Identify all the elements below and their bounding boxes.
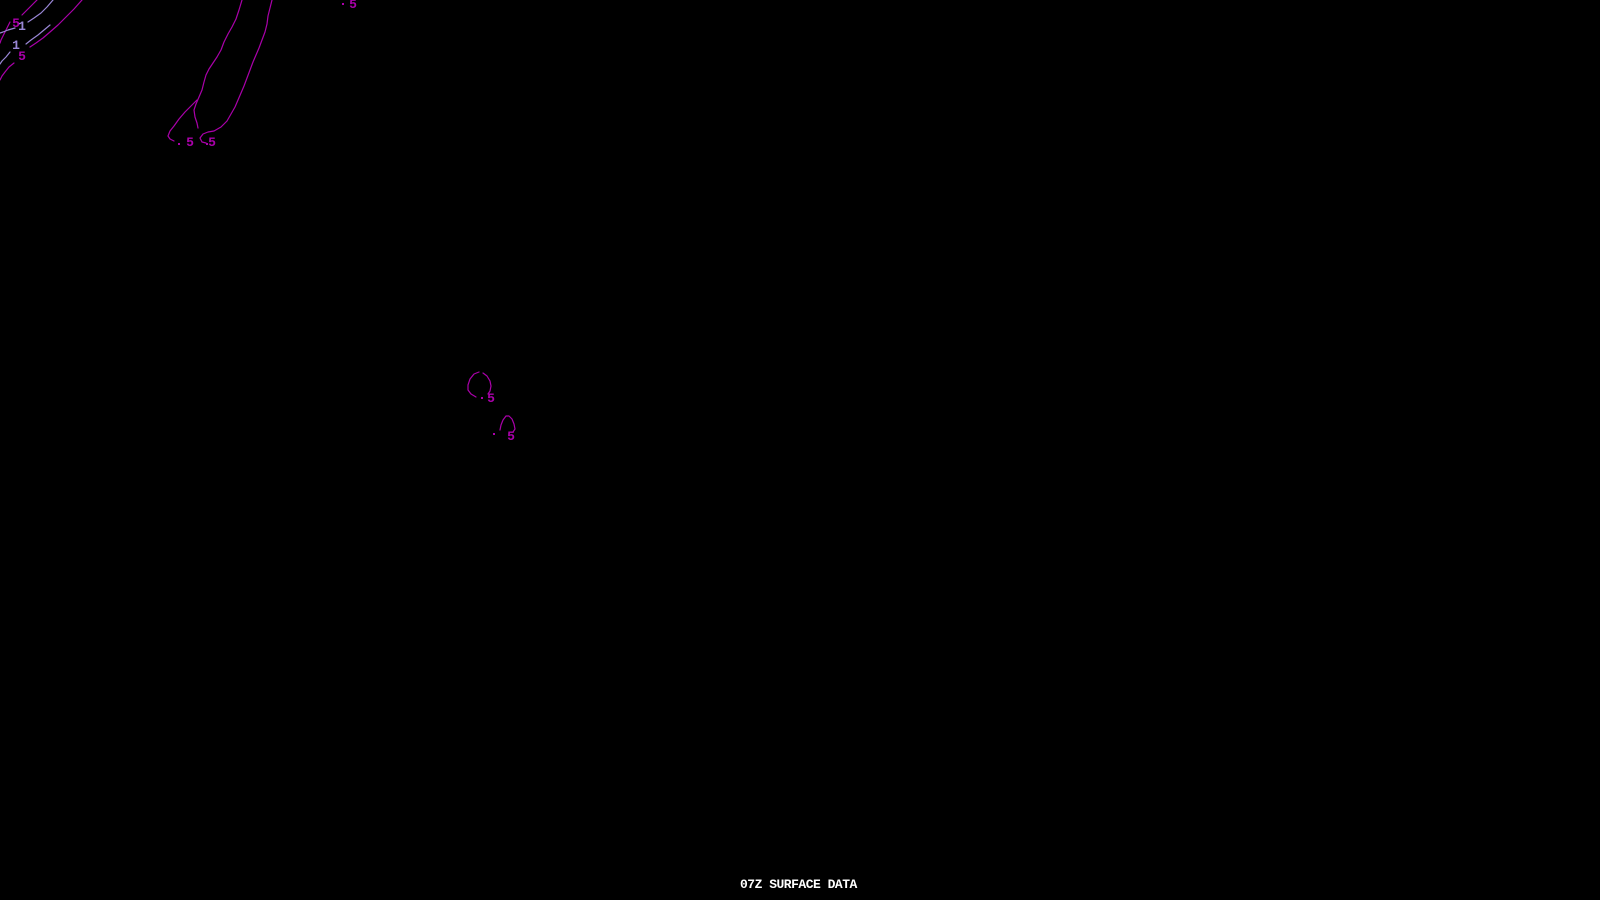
contour-value-label: 1 [18,19,26,34]
contour-value-label: 5 [12,16,20,31]
contour-line [30,0,82,47]
contour-layer [0,0,515,432]
contour-line [200,0,272,143]
contour-value-label: 5 [18,49,26,64]
contour-value-label: 5 [507,429,515,444]
contour-dot [342,3,344,5]
contour-value-label: 5 [208,135,216,150]
contour-value-label: 5 [186,135,194,150]
contour-value-label: 1 [12,38,20,53]
contour-line [28,0,53,22]
contour-dot [178,143,180,145]
contour-value-label: 5 [487,391,495,406]
map-title: 07Z SURFACE DATA [740,877,857,892]
contour-dot-layer [178,3,495,435]
contour-dot [481,397,483,399]
contour-line [194,0,242,128]
contour-dot [493,433,495,435]
contour-label-layer [12,0,515,444]
contour-line [22,0,37,15]
contour-value-label: 5 [349,0,357,12]
contour-line [468,372,479,397]
contour-line [0,63,14,80]
contour-line [0,52,10,64]
